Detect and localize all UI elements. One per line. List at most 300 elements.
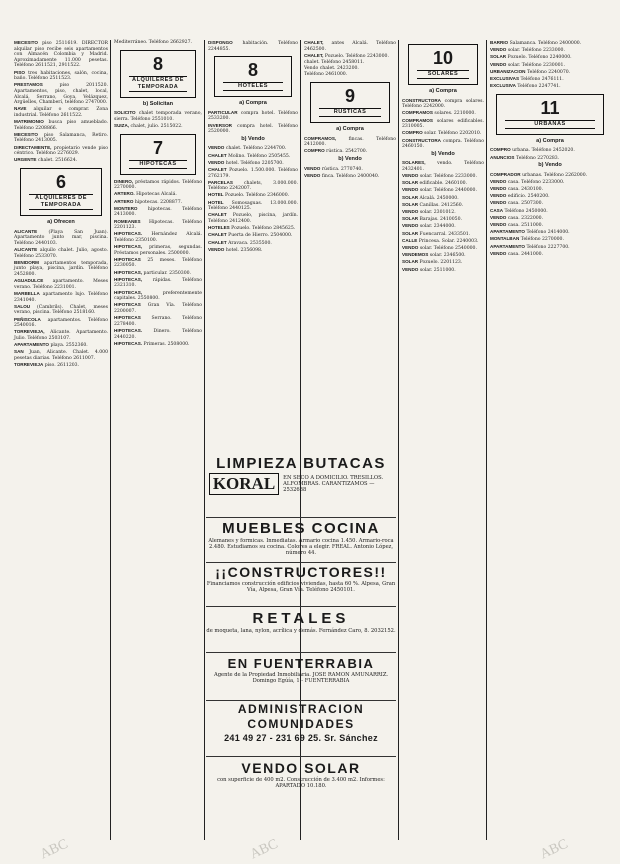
column-4	[304, 40, 396, 450]
classified-ad	[14, 40, 108, 69]
classified-ad	[490, 155, 610, 162]
ad-lead-word: HIPOTECAS,	[114, 269, 143, 275]
classified-ad	[114, 110, 202, 122]
ad-text: Pozuelo. Teléfono 2243000.	[324, 53, 389, 59]
ad-heading: LIMPIEZA BUTACAS	[216, 455, 386, 472]
classified-ad	[304, 166, 396, 173]
classified-ad	[304, 40, 396, 52]
ad-text: Somosaguas. 13.000.000. Teléfono 2440125.	[208, 200, 298, 212]
ad-lead-word: SAN	[14, 349, 24, 355]
ad-text: Gran Vía. Teléfono 2200007.	[114, 303, 202, 314]
classified-ad	[402, 173, 484, 180]
ad-text: Molino. Teléfono 2505455.	[228, 153, 291, 159]
ad-text: chalet temporada verano, sierra. Teléfono 2551010.	[114, 111, 202, 122]
classified-ad	[208, 167, 298, 179]
classified-ad	[114, 179, 202, 191]
classified-ad	[14, 229, 108, 247]
ad-text: edificable. 2460100.	[419, 181, 468, 187]
ad-text: (Playa San Juan). Apartamento junto mar, piscina. Teléfono 2440103.	[14, 229, 108, 246]
ad-text: solar. 2346500.	[429, 253, 466, 259]
ad-lead-word: ALICANTE	[14, 228, 38, 234]
ad-text: solar. Teléfono 2233000.	[507, 48, 565, 54]
ad-lead-word: COMPRAMOS	[402, 110, 433, 116]
ad-text: chalet. 2516624.	[37, 158, 78, 164]
ad-text: alquilar o comprar. Zona industrial. Teléfono 2611522.	[14, 107, 108, 118]
classified-ad	[304, 72, 396, 78]
classified-ad	[114, 231, 202, 243]
classified-ad	[14, 157, 108, 164]
ad-text: solar. 2344000.	[419, 224, 456, 230]
classified-ad	[14, 145, 108, 157]
classified-ad	[490, 215, 610, 222]
ad-text: chalet, julio. 2515022.	[130, 123, 183, 129]
watermark: ABC	[247, 836, 281, 863]
ad-lead-word: AGUADULCE	[14, 278, 44, 284]
classified-ad	[114, 123, 202, 130]
ad-heading: RETALES	[252, 610, 350, 627]
ad-lead-word: ARTERO	[114, 198, 134, 204]
ad-text: (Cambrils). Chalet, meses verano, piscina. Teléfono 2518160.	[14, 304, 108, 316]
ad-text: Pozuelo. Teléfono 2240000.	[507, 55, 572, 61]
ad-text: rústica. 2542700.	[326, 149, 368, 155]
ad-lead-word: ARTERO.	[114, 191, 135, 197]
ad-lead-word: COMPRO	[490, 147, 511, 153]
column-1	[14, 40, 108, 369]
column-rule	[110, 40, 111, 840]
ad-text: Teléfono 2247741.	[517, 84, 561, 90]
ad-body: Alemanes y formicas. Inmediatas. Armario cocina 1.450. Armario-roca 2.480. Estudiamos su cocina. Colores a elegir. FREAL. Antonio López, número 44.	[208, 538, 394, 557]
ad-text: rápidas. Teléfono 2321310.	[114, 277, 202, 289]
ad-text: solar. 2301012.	[419, 210, 456, 216]
classified-ad	[490, 208, 610, 215]
ad-lead-word: URGENTE	[14, 157, 37, 163]
section-header	[120, 50, 196, 98]
classified-ad	[114, 341, 202, 348]
classified-ad	[402, 245, 484, 252]
classified-ad	[490, 186, 610, 193]
ad-text: casa. 2430100.	[507, 187, 544, 193]
ad-text: solar. Teléfono 2230001.	[507, 62, 565, 68]
classified-ad	[304, 136, 396, 148]
watermark: ABC	[537, 836, 571, 863]
classified-ad	[490, 76, 610, 83]
ad-lead-word: VENDO	[402, 173, 419, 179]
ad-lead-word: INVERSOR	[208, 122, 232, 128]
ad-text: habitación. Teléfono 2244855.	[208, 41, 298, 52]
ad-text: casa. 2441000.	[507, 251, 544, 257]
ad-body: de moqueta, lana, nylon, acrílica y demás. Fernández Caro, 8. 2032152.	[206, 628, 396, 634]
classified-ad	[490, 193, 610, 200]
classified-ad	[114, 257, 202, 269]
classified-ad	[490, 40, 610, 47]
column-3	[208, 40, 298, 450]
column-rule	[486, 40, 487, 840]
classified-ad	[402, 223, 484, 230]
classified-ad	[14, 349, 108, 361]
classified-ad	[208, 180, 298, 192]
classified-ad	[402, 216, 484, 223]
ad-text: Teléfono 2461000.	[304, 72, 348, 78]
ad-text: edificio. 2540200.	[507, 194, 550, 200]
ad-body: Agente de la Propiedad Inmobiliaria. JOSE RAMON AMUNARRIZ. Domingo Egúía, 1 - FUENTERRABIA	[213, 672, 389, 685]
section-title: ALQUILERES DE TEMPORADA	[129, 76, 187, 92]
ad-text: urbanas. Teléfono 2262000.	[522, 172, 588, 178]
column-5	[402, 40, 484, 274]
ad-lead-word: VENDO	[304, 172, 321, 178]
classified-ad	[402, 187, 484, 194]
ad-lead-word: VENDEMOS	[402, 252, 429, 258]
ad-text: piso. 2611203.	[44, 363, 80, 369]
watermark: ABC	[37, 836, 71, 863]
ad-limpieza-butacas	[206, 455, 396, 518]
ad-text: fincas. Teléfono 2412000.	[304, 136, 396, 148]
section-header	[214, 56, 292, 97]
ad-lead-word: DINERO,	[114, 178, 134, 184]
ad-text: Teléfono 2270283.	[515, 155, 560, 161]
ad-lead-word: MECESITO	[14, 131, 38, 137]
ad-text: alquilo chalet. Julio, agosto. Teléfono 2533070.	[14, 248, 108, 259]
ad-lead-word: VENDO	[304, 165, 321, 171]
column-rule	[398, 40, 399, 840]
ad-lead-word: CALLE	[402, 237, 418, 243]
ad-lead-word: HIPOTECAS.	[114, 327, 143, 333]
classified-ad	[14, 278, 108, 290]
ad-text: Canillas. 2412560.	[419, 202, 464, 208]
ad-text: Hipotecas. Teléfono 2201123.	[114, 219, 202, 231]
classified-ad	[114, 315, 202, 327]
ad-lead-word: MONTALBAN	[490, 236, 520, 242]
ad-text: Pozuelo. 1.500.000. Teléfono 2762179.	[208, 167, 298, 179]
ad-text: Juan, Alicante. Chalet. 4.000 pesetas diarias. Teléfono 2611007.	[14, 350, 108, 361]
classified-ad	[14, 82, 108, 105]
ad-lead-word: VENDO	[490, 250, 507, 256]
section-number: 6	[55, 172, 66, 193]
subsection-title: b) Vendo	[338, 155, 362, 162]
ad-lead-word: HIPOTECAS,	[114, 289, 143, 295]
ad-lead-word: VENDO	[490, 178, 507, 184]
ad-lead-word: PRESTAMOS	[14, 82, 43, 88]
ad-lead-word: VENDO	[490, 214, 507, 220]
classified-ad	[304, 173, 396, 180]
ad-text: casa. Teléfono 2233000.	[507, 179, 565, 185]
ad-lead-word: MECESITO	[14, 40, 38, 45]
classified-ad	[208, 192, 298, 199]
ad-lead-word: COMPRADOR	[490, 171, 521, 177]
ad-lead-word: SOLAR	[402, 230, 419, 236]
section-title: ALQUILERES DE TEMPORADA	[29, 194, 93, 210]
ad-text: 25 meses. Teléfono 2230050.	[114, 257, 202, 269]
subsection-title: a) Compra	[336, 125, 364, 132]
section-header	[310, 82, 390, 123]
classified-ad	[402, 231, 484, 238]
ad-lead-word: SOLICITO	[114, 110, 136, 116]
ad-text: Aravaca. 2535500.	[228, 240, 272, 246]
subsection-title: b) Vendo	[538, 162, 562, 169]
ad-text: piso Salamanca, Retiro. Teléfono 2413005.	[14, 132, 108, 144]
column-2	[114, 40, 202, 348]
ad-lead-word: ANUNCIOS	[490, 154, 515, 160]
classified-ad	[208, 240, 298, 247]
ad-text: playa. 2552360.	[50, 343, 88, 349]
ad-text: solar. Teléfono 2202010.	[424, 131, 482, 137]
classified-ad	[208, 247, 298, 254]
ad-fuenterrabia	[206, 656, 396, 701]
classified-ad	[490, 251, 610, 258]
ad-lead-word: DIRECTAMENTE,	[14, 144, 52, 150]
ad-text: Teléfono 2414000.	[526, 230, 570, 236]
classified-ad	[208, 200, 298, 212]
ad-lead-word: VENDO	[402, 266, 419, 272]
ad-lead-word: SOLAR	[402, 194, 419, 200]
ad-text: hotel. 2356098.	[225, 247, 263, 253]
ad-muebles-cocina	[206, 520, 396, 563]
classified-ad	[402, 118, 484, 130]
section-number: 8	[247, 60, 258, 81]
ad-text: Primeras. 2508000.	[143, 341, 190, 347]
ad-text: compra solares. Teléfono 2242000.	[402, 98, 484, 110]
ad-text: Teléfono 2476111.	[520, 76, 564, 82]
ad-lead-word: CHALET,	[304, 40, 324, 45]
ad-text: Pozuelo. Teléfono 2346000.	[225, 193, 290, 199]
ad-text: compra hotel. Teléfono 2533200.	[208, 110, 298, 122]
ad-lead-word: CHALET	[208, 212, 227, 218]
classified-ad	[14, 70, 108, 82]
subsection-title: a) Compra	[429, 88, 457, 94]
classified-ad	[490, 172, 610, 179]
ad-lead-word: PARTICULAR	[208, 109, 238, 115]
ad-text: Teléfono 2450000.	[504, 208, 548, 214]
ad-lead-word: CONSTRUCTORA	[402, 137, 441, 143]
ad-lead-word: HOTEL	[208, 199, 224, 205]
ad-lead-word: PISO	[14, 69, 25, 75]
ad-vendo-solar	[206, 760, 396, 804]
ad-lead-word: COMPRO	[304, 148, 325, 154]
ad-lead-word: HOTELES	[208, 225, 230, 231]
column-6	[490, 40, 610, 258]
ad-lead-word: MATRIMONIO	[14, 119, 44, 125]
ad-lead-word: SOLAR	[402, 259, 419, 265]
classified-ad	[208, 232, 298, 239]
classified-ad	[208, 40, 298, 52]
ad-text: urbana. Teléfono 2452020.	[512, 148, 575, 154]
ad-text: Serrano. Teléfono 2278400.	[114, 316, 202, 327]
section-title: HIPOTECAS	[129, 160, 187, 169]
ad-text: Teléfono 2270000.	[520, 237, 564, 243]
ad-lead-word: APARTAMENTO	[490, 229, 525, 235]
ad-text: compra. Teléfono 2460150.	[402, 138, 484, 150]
ad-lead-word: CHALET	[208, 166, 227, 172]
classified-ad	[208, 110, 298, 122]
ad-lead-word: EXCLUSIVA	[490, 83, 516, 89]
ad-lead-word: CONSTRUCTORA	[402, 97, 441, 103]
ad-text: Alicante. Apartamento. Julio. Teléfono 2503107.	[14, 330, 108, 341]
ad-heading: ¡¡CONSTRUCTORES!!	[215, 564, 387, 580]
subsection-title: b) Vendo	[241, 135, 265, 142]
ad-text: solares edificables. 2310005.	[402, 118, 484, 130]
ad-text: Salamanca. Teléfono 2400000.	[509, 41, 582, 46]
ad-lead-word: EXCLUSIVAS	[490, 75, 520, 81]
ad-text: casa. 2507300.	[507, 201, 544, 207]
classified-ad	[402, 180, 484, 187]
classified-ad	[490, 222, 610, 229]
ad-text: compra hotel. Teléfono 2520000.	[208, 123, 298, 135]
ad-lead-word: VENDO	[490, 186, 507, 192]
section-number: 8	[152, 53, 163, 74]
classified-ad	[490, 200, 610, 207]
ad-lead-word: CHALET	[208, 232, 227, 238]
ad-lead-word: HOTEL	[208, 192, 224, 198]
ad-lead-word: SOLAR	[402, 201, 419, 207]
classified-ad	[14, 362, 108, 369]
section-header	[20, 168, 102, 216]
classified-ad	[490, 69, 610, 76]
classified-ad	[304, 60, 396, 66]
ad-constructores	[206, 564, 396, 607]
ad-text: apartamentos temporada, junto playa, piscina, jardín. Teléfono 2452800.	[14, 260, 108, 277]
ad-lead-word: HIPOTECAS	[114, 302, 141, 308]
classified-ad	[402, 202, 484, 209]
ad-text: apartamento lujo. Teléfono 2341040.	[14, 291, 108, 303]
ad-text: preferentemente capitales. 2550800.	[114, 290, 202, 302]
ad-lead-word: URBANIZACION	[490, 68, 526, 74]
classified-ad	[402, 138, 484, 150]
ad-lead-word: HIPOTECAS.	[114, 231, 143, 237]
ad-text: préstamos rápidos. Teléfono 2270000.	[114, 179, 202, 191]
ad-text: primeras, segundas. Préstamos personales. 2500000.	[114, 245, 202, 256]
ad-lead-word: VENDO	[208, 159, 225, 165]
ad-lead-word: VENDO	[490, 222, 507, 227]
ad-lead-word: APARTAMENTO	[490, 243, 525, 249]
ad-heading: ADMINISTRACION COMUNIDADES	[237, 702, 365, 731]
ad-text: hipotecas. 2208877.	[134, 199, 183, 205]
ad-text: Mediterráneo. Teléfono 2662927.	[114, 40, 192, 45]
ad-heading: EN FUENTERRABIA	[227, 656, 375, 671]
ad-lead-word: HIPOTECAS,	[114, 276, 143, 282]
section-number: 7	[152, 137, 163, 158]
classified-ad	[14, 317, 108, 329]
classified-ad	[114, 270, 202, 277]
classified-ad	[14, 304, 108, 316]
classified-ad	[304, 148, 396, 155]
ad-text: finca. Teléfono 2400040.	[321, 173, 380, 179]
subsection-title: b) Vendo	[431, 150, 455, 157]
classified-ad	[402, 252, 484, 259]
ad-text: particular. 2350300.	[143, 270, 192, 276]
ad-lead-word: CHALET	[208, 152, 227, 158]
classified-ad	[208, 145, 298, 152]
ad-text: apartamento. Meses verano. Teléfono 2231001.	[14, 279, 108, 290]
classified-ad	[490, 179, 610, 186]
ad-lead-word: COMPRO	[402, 130, 423, 136]
ad-text: chalets, 3.000.000. Teléfono 2242007.	[208, 180, 298, 192]
ad-text: Fuencarral. 2433501.	[419, 231, 471, 237]
ad-lead-word: VENDO	[402, 187, 419, 193]
ad-retales	[206, 610, 396, 653]
ad-text: antes Alcalá. Teléfono 2462500.	[304, 41, 396, 52]
ad-lead-word: APARTAMENTO	[14, 342, 49, 348]
ad-text: Pozuelo. Teléfono 2845625.	[231, 226, 296, 232]
section-title: SOLARES	[417, 70, 469, 79]
ad-text: Teléfono 2227700.	[526, 244, 570, 250]
subsection-title: a) Compra	[239, 100, 267, 107]
ad-text: piso 2511619. DIRECTOR alquilar piso recibe seis apartamentos con Almacén Colombia y Madrid. Aproximadamente 11.000 pesetas. Teléfono 2611521, 2911522.	[14, 41, 108, 69]
classified-ad	[114, 219, 202, 231]
ad-heading: MUEBLES COCINA	[222, 520, 380, 537]
ad-lead-word: DISPONGO	[208, 40, 233, 45]
section-title: RUSTICAS	[319, 108, 381, 117]
classified-ad	[402, 110, 484, 117]
ad-lead-word: BARRIO	[490, 40, 509, 45]
classified-ad	[490, 62, 610, 69]
ad-lead-word: VENDO	[490, 200, 507, 206]
ad-text: Pozuelo. 2201123.	[419, 260, 463, 266]
ad-text: Barajas. 2410050.	[419, 217, 462, 223]
ad-lead-word: VENDO	[402, 209, 419, 215]
classified-ad	[402, 267, 484, 274]
ad-lead-word: VENDO	[208, 246, 225, 252]
subsection-title: a) Ofrecen	[47, 219, 75, 226]
ad-text: chalet. Teléfono 2244700.	[225, 146, 287, 152]
classified-ad	[114, 328, 202, 340]
classified-ad	[208, 160, 298, 167]
section-title: URBANAS	[505, 120, 595, 129]
classified-ad	[402, 160, 484, 172]
subsection-title: b) Solicitan	[142, 100, 174, 107]
classified-ad	[490, 229, 610, 236]
classified-ad	[208, 225, 298, 232]
ad-text: Alcalá. 2450000.	[419, 195, 459, 201]
ad-text: Teléfono 2240070.	[526, 69, 571, 75]
ad-lead-word: MONTERO	[114, 205, 138, 211]
ad-text: Hipotecas Alcalá.	[136, 192, 177, 198]
ad-lead-word: TORREVIEJA	[14, 362, 44, 368]
ad-text: tres habitaciones, salón, cocina, baño. Teléfono 2511523.	[14, 70, 108, 82]
classified-ad	[402, 130, 484, 137]
classified-ad	[490, 54, 610, 61]
ad-lead-word: VENDO	[402, 223, 419, 229]
ad-brand: KORAL	[209, 473, 279, 495]
ad-text: Princesa. Solar. 2240003.	[418, 238, 479, 244]
ad-lead-word: HIPOTECAS,	[114, 244, 143, 250]
classified-ad	[402, 238, 484, 245]
ad-text: Hernández Alcalá. Teléfono 2350100.	[114, 232, 202, 243]
ad-heading: VENDO SOLAR	[241, 760, 361, 776]
classified-ad	[114, 244, 202, 256]
ad-lead-word: TORREVIEJA,	[14, 329, 45, 335]
ad-text: Dinero. Teléfono 2440220.	[114, 328, 202, 340]
classified-ad	[114, 40, 202, 46]
classified-ad	[114, 277, 202, 289]
classified-ad	[14, 132, 108, 144]
ad-text: Vendo chalet. 2423200.	[304, 66, 359, 72]
section-header	[408, 44, 478, 85]
classified-ad	[304, 66, 396, 72]
classified-ad	[402, 98, 484, 110]
classified-ad	[490, 244, 610, 251]
ad-lead-word: ROMEANES	[114, 218, 141, 224]
classified-ad	[14, 119, 108, 131]
ad-lead-word: MARBELLA	[14, 290, 40, 296]
classified-ad	[402, 209, 484, 216]
ad-body: con superficie de 400 m2. Construcción de 3.400 m2. Informes: APARTADO 10.180.	[217, 777, 385, 790]
classified-ad	[490, 236, 610, 243]
ad-text: piso 2011520. Apartamentos, piso, chalet, local, Alcalá, Serrano, Goya, Velázquez, Argüelles, Chamberí, teléfono 2747000.	[14, 83, 108, 106]
ad-phone: 241 49 27 - 231 69 25. Sr. Sánchez	[224, 733, 378, 743]
ad-lead-word: PEÑISCOLA	[14, 316, 41, 322]
classified-ad	[114, 206, 202, 218]
section-number: 9	[344, 85, 355, 106]
classified-ad	[114, 290, 202, 302]
